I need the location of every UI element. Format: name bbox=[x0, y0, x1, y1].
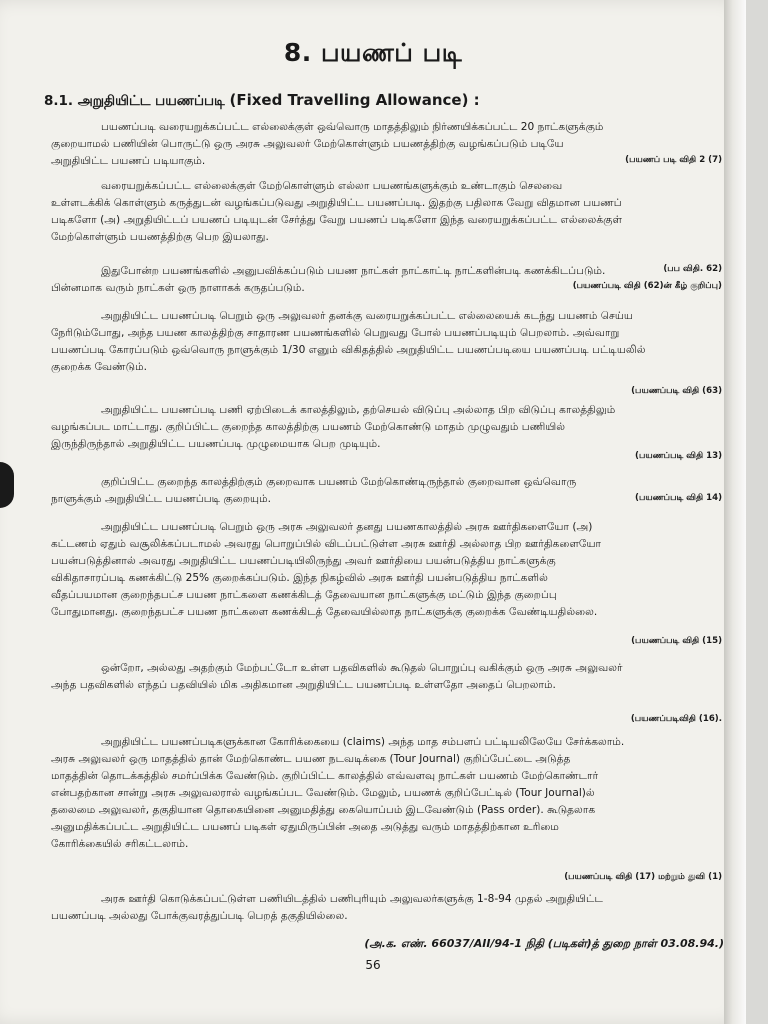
rule-citation: (பப விதி. 62) bbox=[663, 264, 722, 274]
text-line: வீதப்பயமான குறைந்தபட்ச பயண நாட்களை கணக்கிடத் தேவையான நாட்களுக்கு மட்டும் இந்த குறைப்பு bbox=[51, 589, 557, 601]
text-line: அறுதியிட்ட பயணப்படி பணி ஏற்பிடைக் காலத்திலும், தற்செயல் விடுப்பு அல்லாத பிற விடுப்பு காலத்திலும் bbox=[101, 404, 616, 416]
text-line: வழங்கப்பட மாட்டாது. குறிப்பிட்ட குறைந்த காலத்திற்கு பயணம் மேற்கொண்டு மாதம் முழுவதும் பணியில் bbox=[51, 421, 566, 433]
paragraph-8 bbox=[51, 660, 727, 694]
paragraph-5 bbox=[51, 402, 727, 453]
text-line: போதுமானது. குறைந்தபட்ச பயண நாட்களை கணக்கிடத் தேவையில்லாத நாட்களுக்கு குறைக்க வேண்டியதில்லை. bbox=[51, 606, 598, 618]
text-line: அரசு ஊர்தி கொடுக்கப்பட்டுள்ள பணியிடத்தில் பணிபுரியும் அலுவலர்களுக்கு 1-8-94 முதல் அறுதியிட்ட bbox=[101, 893, 603, 905]
text-line: நேரிடும்போது, அந்த பயண காலத்திற்கு சாதாரண பயணங்களில் பெறுவது போல் பயணப்படியும் பெறலாம். அவ்வாறு bbox=[51, 327, 620, 339]
page-number: 56 bbox=[365, 958, 381, 972]
text-line: வரையறுக்கப்பட்ட எல்லைக்குள் மேற்கொள்ளும் எல்லா பயணங்களுக்கும் உண்டாகும் செலவை bbox=[101, 180, 563, 192]
text-line: பயணப்படி வரையறுக்கப்பட்ட எல்லைக்குள் ஒவ்வொரு மாதத்திலும் நிர்ணயிக்கப்பட்ட 20 நாட்களுக்கும் bbox=[101, 121, 604, 133]
section-number: 8.1. bbox=[44, 93, 74, 109]
text-line: கட்டணம் ஏதும் வசூலிக்கப்படாமல் அவரது பொறுப்பில் விடப்பட்டுள்ள அரசு ஊர்தி அல்லாத பிற ஊர்திகளையோ bbox=[51, 538, 602, 550]
text-line: ஒன்றோ, அல்லது அதற்கும் மேற்பட்டோ உள்ள பதவிகளில் கூடுதல் பொறுப்பு வகிக்கும் ஒரு அரசு அலுவலர் bbox=[101, 662, 623, 674]
rule-citation: (பயணப்படி விதி 14) bbox=[635, 493, 722, 503]
text-line: குறிப்பிட்ட குறைந்த காலத்திற்கும் குறைவாக பயணம் மேற்கொண்டிருந்தால் குறைவான ஒவ்வொரு bbox=[101, 476, 577, 488]
section-title-english: (Fixed Travelling Allowance) : bbox=[229, 91, 480, 109]
paragraph-7 bbox=[51, 519, 727, 621]
text-line: மேற்கொள்ளும் பயணத்திற்கு பெற இயலாது. bbox=[51, 231, 269, 243]
text-line: பின்னமாக வரும் நாட்கள் ஒரு நாளாகக் கருதப்படும். bbox=[51, 282, 305, 294]
paragraph-6 bbox=[51, 474, 727, 508]
text-line: நாளுக்கும் அறுதியிட்ட பயணப்படி குறையும். bbox=[51, 493, 272, 505]
rule-citation: (பயணப்படி விதி (15) bbox=[631, 636, 722, 646]
text-line: இருந்திருந்தால் அறுதியிட்ட பயணப்படி முழுமையாக பெற முடியும். bbox=[51, 438, 381, 450]
text-line: பயணப்படி கோரப்படும் ஒவ்வொரு நாளுக்கும் 1/30 எனும் விகிதத்தில் அறுதியிட்ட பயணப்படியை பயணப்படி பட்டியலில் bbox=[51, 344, 646, 356]
rule-citation: (பயணப்படி விதி (62)ன் கீழ் குறிப்பு) bbox=[572, 281, 722, 291]
paragraph-2 bbox=[51, 178, 727, 246]
text-line: விகிதாசாரப்படி கணக்கிட்டு 25% குறைக்கப்படும். இந்த நிகழ்வில் அரசு ஊர்தி பயன்படுத்திய நாட்களில் bbox=[51, 572, 548, 584]
text-line: அறுதியிட்ட பயணப்படிகளுக்கான கோரிக்கையை (claims) அந்த மாத சம்பளப் பட்டியலிலேயே சேர்க்கலாம். bbox=[101, 736, 625, 748]
text-line: அறுதியிட்ட பயணப் படியாகும். bbox=[51, 155, 206, 167]
text-line: படிகளோ (அ) அறுதியிட்டப் பயணப் படியுடன் சேர்த்து வேறு பயணப் படிகளோ இந்த வரையறுக்கப்பட்ட எல்லைக்குள் bbox=[51, 214, 623, 226]
punch-hole-mark bbox=[0, 462, 14, 508]
rule-citation: (பயணப்படி விதி (63) bbox=[631, 386, 722, 396]
text-line: பயன்படுத்தினால் அவரது அறுதியிட்ட பயணப்படியிலிருந்து அவர் ஊர்தியை பயன்படுத்திய நாட்களுக்கு bbox=[51, 555, 556, 567]
paragraph-9 bbox=[51, 734, 727, 853]
text-line: மாதத்தின் தொடக்கத்தில் சமர்ப்பிக்க வேண்டும். குறிப்பிட்ட காலத்தில் எவ்வளவு நாட்கள் பயணம் மேற்கொண்டார் bbox=[51, 770, 599, 782]
text-line: அரசு அலுவலர் ஒரு மாதத்தில் தான் மேற்கொண்ட பயண நடவடிக்கை (Tour Journal) குறிப்பேட்டை அடுத்த bbox=[51, 753, 571, 765]
paragraph-4 bbox=[51, 308, 727, 376]
text-line: அந்த பதவிகளில் எந்தப் பதவியில் மிக அதிகமான அறுதியிட்ட பயணப்படி உள்ளதோ அதைப் பெறலாம். bbox=[51, 679, 556, 691]
text-line: தலைமை அலுவலர், தகுதியான தொகையினை அனுமதித்து கையொப்பம் இடவேண்டும் (Pass order). கூடுதலாக bbox=[51, 804, 596, 816]
rule-citation: (பயணப்படி விதி (17) மற்றும் துவி (1) bbox=[564, 872, 722, 882]
rule-citation: (பயணப்படிவிதி (16). bbox=[630, 714, 722, 724]
section-heading bbox=[44, 91, 480, 111]
text-line: குறையாமல் பணியின் பொருட்டு ஒரு அரசு அலுவலர் மேற்கொள்ளும் பயணத்திற்கு வழங்கப்படும் படியே bbox=[51, 138, 564, 150]
text-line: கோரிக்கையில் சரிகட்டலாம். bbox=[51, 838, 189, 850]
government-order-reference: (அ.க. எண். 66037/AII/94-1 நிதி (படிகள்)த் துறை நாள் 03.08.94.) bbox=[364, 937, 724, 950]
paragraph-10 bbox=[51, 891, 727, 925]
text-line: உள்ளடக்கிக் கொள்ளும் கருத்துடன் வழங்கப்படுவது அறுதியிட்ட பயணப்படி. இதற்கு பதிலாக வேறு விதமான பயணப் bbox=[51, 197, 622, 209]
page-edge bbox=[724, 0, 746, 1024]
text-line: இதுபோன்ற பயணங்களில் அனுபவிக்கப்படும் பயண நாட்கள் நாட்காட்டி நாட்களின்படி கணக்கிடப்படும். bbox=[101, 265, 606, 277]
text-line: குறைக்க வேண்டும். bbox=[51, 361, 147, 373]
text-line: அறுதியிட்ட பயணப்படி பெறும் ஒரு அலுவலர் தனக்கு வரையறுக்கப்பட்ட எல்லையைக் கடந்து பயணம் செய்ய bbox=[101, 310, 633, 322]
text-line: பயணப்படி அல்லது போக்குவரத்துப்படி பெறத் தகுதியில்லை. bbox=[51, 910, 348, 922]
page-title: 8. பயணப் படி bbox=[283, 38, 463, 67]
text-line: என்பதற்கான சான்று அரசு அலுவலரால் வழங்கப்பட வேண்டும். மேலும், பயணக் குறிப்பேட்டில் (Tour Journal)ல் bbox=[51, 787, 595, 799]
rule-citation: (பயணப்படி விதி 13) bbox=[635, 451, 722, 461]
text-line: அனுமதிக்கப்பட்ட அறுதியிட்ட பயணப் படிகள் ஏதுமிருப்பின் அதை அடுத்து வரும் மாதத்திற்கான உரிமை bbox=[51, 821, 559, 833]
section-title-tamil: அறுதியிட்ட பயணப்படி bbox=[77, 93, 225, 109]
text-line: அறுதியிட்ட பயணப்படி பெறும் ஒரு அரசு அலுவலர் தனது பயணகாலத்தில் அரசு ஊர்திகளையோ (அ) bbox=[101, 521, 593, 533]
rule-citation: (பயணப் படி விதி 2 (7) bbox=[625, 155, 722, 165]
